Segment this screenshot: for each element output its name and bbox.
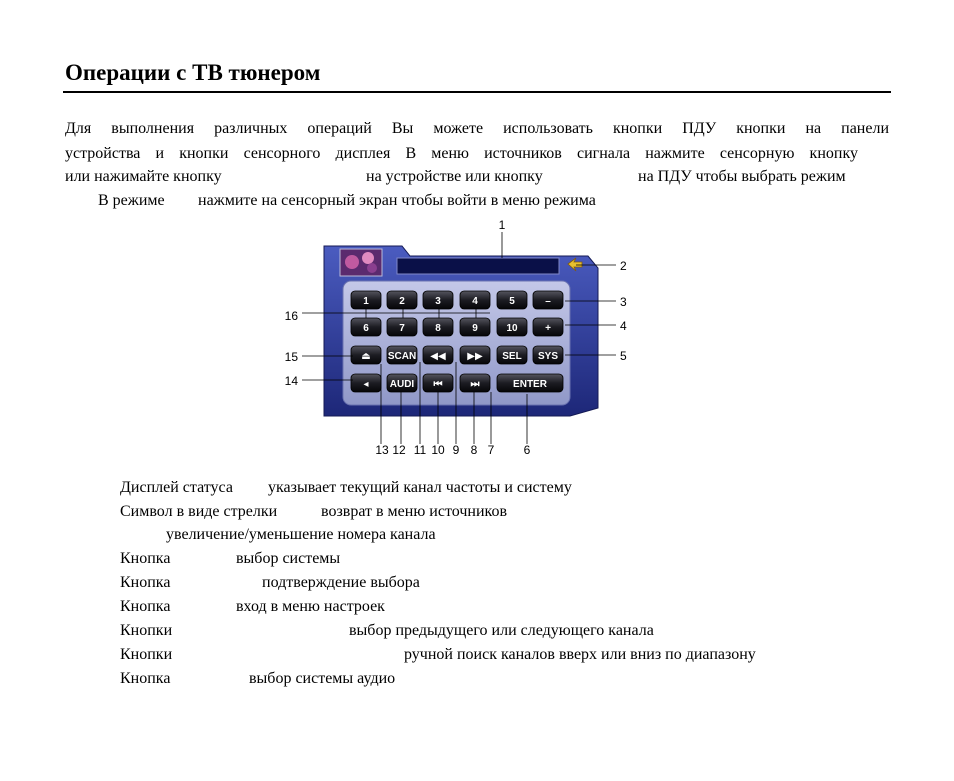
list-item-9-desc: выбор системы аудио (249, 670, 396, 687)
key-1[interactable] (351, 291, 381, 309)
key-4[interactable] (460, 291, 490, 309)
list-item-2-desc: возврат в меню источников (321, 503, 508, 520)
key-label: AUDI (389, 379, 415, 390)
key-rewind[interactable] (423, 346, 453, 364)
list-item-6-term: Кнопка (120, 598, 171, 615)
key-2[interactable] (387, 291, 417, 309)
key-plus[interactable] (533, 318, 563, 336)
callout-number-2: 2 (620, 259, 627, 273)
key-label: 1 (363, 296, 369, 307)
key-label: ⏭ (470, 379, 480, 390)
list-item-2-term: Символ в виде стрелки (120, 503, 278, 520)
page-title: Операции с ТВ тюнером (65, 60, 321, 85)
key-6[interactable] (351, 318, 381, 336)
key-prev[interactable] (423, 374, 453, 392)
callout-number-8: 8 (470, 443, 478, 457)
key-enter[interactable] (497, 374, 563, 392)
callout-number-1: 1 (498, 218, 506, 232)
key-scan[interactable] (387, 346, 417, 364)
key-9[interactable] (460, 318, 490, 336)
list-item-1-desc: указывает текущий канал частоты и систему (268, 479, 572, 496)
key-label: 10 (506, 323, 518, 334)
callout-number-9: 9 (452, 443, 460, 457)
key-10[interactable] (497, 318, 527, 336)
intro-line-3c: на ПДУ чтобы выбрать режим (638, 168, 846, 185)
key-label: SYS (537, 351, 559, 362)
list-item-7-term: Кнопки (120, 622, 173, 639)
key-label: ENTER (513, 379, 547, 390)
key-label: 9 (472, 323, 478, 334)
key-label: ▶▶ (467, 351, 483, 362)
list-item-4-desc: выбор системы (236, 550, 341, 567)
callout-number-10: 10 (431, 443, 445, 457)
key-label: 2 (399, 296, 405, 307)
key-label: ◂ (363, 379, 369, 390)
key-sel[interactable] (497, 346, 527, 364)
list-item-9-term: Кнопка (120, 670, 171, 687)
callout-number-6: 6 (523, 443, 531, 457)
callout-number-7: 7 (487, 443, 495, 457)
callout-number-5: 5 (620, 349, 627, 363)
list-item-8-term: Кнопки (120, 646, 173, 663)
callout-number-4: 4 (620, 319, 627, 333)
key-label: 6 (363, 323, 369, 334)
key-minus[interactable] (533, 291, 563, 309)
list-item-5-term: Кнопка (120, 574, 171, 591)
intro-line-2: устройства и кнопки сенсорного дисплея В меню источников сигнала нажмите сенсорную кнопку (65, 145, 858, 162)
key-label: ⏮ (433, 379, 443, 390)
key-7[interactable] (387, 318, 417, 336)
callout-number-15: 15 (284, 350, 298, 364)
key-eject[interactable] (351, 346, 381, 364)
key-next[interactable] (460, 374, 490, 392)
intro-line-3a: или нажимайте кнопку (65, 168, 222, 185)
list-item-7-desc: выбор предыдущего или следующего канала (349, 622, 654, 639)
key-label: 4 (472, 296, 478, 307)
key-sys[interactable] (533, 346, 563, 364)
list-item-6-desc: вход в меню настроек (236, 598, 385, 615)
intro-line-4b: нажмите на сенсорный экран чтобы войти в меню режима (198, 192, 596, 209)
key-label: – (545, 296, 551, 307)
key-label: 3 (435, 296, 441, 307)
key-label: 8 (435, 323, 441, 334)
callout-number-12: 12 (392, 443, 406, 457)
callout-number-14: 14 (284, 374, 298, 388)
key-5[interactable] (497, 291, 527, 309)
list-item-1-term: Дисплей статуса (120, 479, 233, 496)
list-item-8-desc: ручной поиск каналов вверх или вниз по диапазону (404, 646, 756, 663)
list-item-3-desc: увеличение/уменьшение номера канала (166, 526, 436, 543)
intro-line-1: Для выполнения различных операций Вы можете использовать кнопки ПДУ кнопки на панели (65, 120, 889, 137)
key-label: ◀◀ (430, 351, 446, 362)
key-8[interactable] (423, 318, 453, 336)
key-audi[interactable] (387, 374, 417, 392)
status-display (397, 258, 559, 274)
callout-number-3: 3 (620, 295, 627, 309)
list-item-4-term: Кнопка (120, 550, 171, 567)
key-label: 7 (399, 323, 405, 334)
callout-number-11: 11 (413, 443, 427, 457)
callout-number-16: 16 (284, 309, 298, 323)
key-label: 5 (509, 296, 515, 307)
key-label: SEL (502, 351, 522, 362)
intro-line-4a: В режиме (98, 192, 165, 209)
intro-line-3b: на устройстве или кнопку (366, 168, 543, 185)
key-forward[interactable] (460, 346, 490, 364)
callout-number-13: 13 (375, 443, 389, 457)
key-label: ⏏ (361, 351, 371, 362)
key-mode[interactable] (351, 374, 381, 392)
key-label: SCAN (387, 351, 417, 362)
key-3[interactable] (423, 291, 453, 309)
list-item-5-desc: подтверждение выбора (262, 574, 420, 591)
key-label: + (545, 323, 551, 334)
